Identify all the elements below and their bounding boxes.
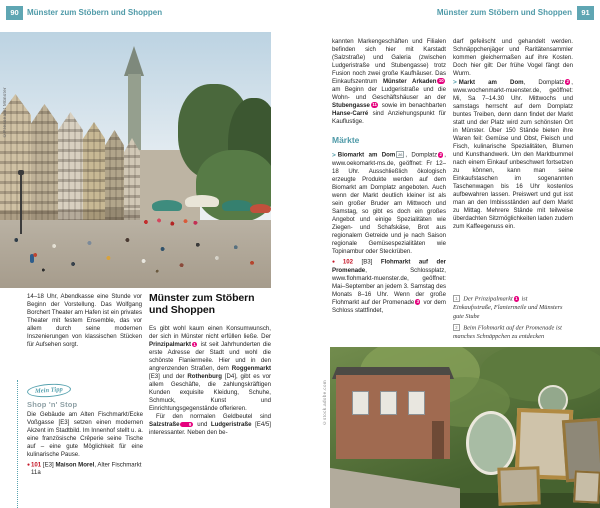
gabled-house (83, 122, 105, 226)
tip-body: Die Gebäude am Alten Fischmarkt/Ecke Voßgasse [E3] setzen einen modernen Akzent im Stadtbild. Im Innenhof stellt u. a. eine französische Crêperie seine Tische auf – eine gute Möglichkeit für eine kulinarische Pause. (27, 410, 143, 458)
house-window (380, 391, 397, 415)
right-column-1 (332, 38, 446, 343)
market-umbrella (185, 195, 219, 207)
gabled-house (105, 130, 124, 226)
prinzipalmarkt-photo (0, 32, 271, 288)
body-paragraph: Für den normalen Geldbeutel sind Salzstraße 9 und Ludgeristraße [E4/5] interessanter. Neben den be- (149, 413, 271, 437)
section-heading: Münster zum Stöbern und Shoppen (149, 292, 255, 317)
gabled-house (31, 104, 58, 226)
body-paragraph: darf gefeilscht und gehandelt werden. Schnäppchenjäger und Raritätensammler kommen gleichermaßen auf ihre Kosten. Doch hier gilt: Der frühe Vogel fängt den Wurm. (453, 38, 573, 77)
photo-credit-left: ©Presseamt Münster (2, 87, 7, 139)
market-umbrella (250, 204, 271, 213)
lamp-head (18, 170, 24, 175)
right-column-2 (453, 38, 573, 290)
tip-title: Shop 'n' Stop (27, 399, 78, 409)
left-column-1 (27, 293, 142, 349)
left-column-2 (149, 292, 271, 437)
street-crowd (0, 222, 271, 282)
photo-credit-right: ©stock.adobe.com (322, 380, 327, 426)
house-window (352, 391, 369, 415)
tip-box (27, 378, 143, 477)
market-entry: > Markt am Dom, Domplatz 2 , www.wochenmarkt-muenster.de, geöffnet: Mi, Sa 7–14.30 Uhr. Mittwochs und samstags herrscht auf dem Domplatz buntes Treiben, denn dann findet der Markt statt und der Platz wird zum schönsten Ort in Münster. Über 150 Stände bieten ihre Waren feil: Gemüse und Obst, Fleisch und Fisch, kulinarische Spezialitäten, Blumen und Kunsthandwerk. Um den Marktbummel nach einem Einkauf unbeschwert fortsetzen zu können, kann man seine Einkaufstaschen im sogenannten Taschenwagen bis 16 Uhr kostenlos aufbewahren lassen. Preiswert und gut isst man an den Imbissständen auf dem Markt zu Mittag. Mehrere Stände mit teilweise überdachten Sitzmöglichkeiten laden zudem zum Kaffeegenuss ein. (453, 79, 573, 230)
market-umbrella (222, 200, 252, 211)
body-paragraph: 14–18 Uhr, Abendkasse eine Stunde vor Beginn der Vorstellung. Das Wolfgang Borchert Theater am Hafen ist ein privates Theater mit festem Ensemble, das vor allem durch seine modernen Inszenierungen von klassischen Stücken für Aufsehen sorgt. (27, 293, 142, 348)
body-paragraph: kannten Markengeschäften und Filialen befinden sich hier mit Karstadt (Salzstraße) und Galeria (zwischen Ludgeristraße und Stubengasse) trotz Fusion noch zwei große Kaufhäuser. Das Einkaufszentrum Münster Arkaden 10 am Beginn der Ludgeristraße und die Wohn- und Geschäftshäuser an der Stubengasse 11 sowie im benachbarten Hanse-Carré sind Anziehungspunkt für Kauflustige. (332, 38, 446, 125)
tip-dotted-rule (17, 380, 18, 508)
page-number-left: 90 (6, 6, 23, 20)
running-head-left: Münster zum Stöbern und Shoppen (27, 8, 163, 17)
body-paragraph: Es gibt wohl kaum einen Konsumwunsch, der sich in Münster nicht erfüllen ließe. Der Prinzipalmarkt 1 ist seit Jahrhunderten die erste Adresse der Stadt und wohl die schönste Flaniermeile. Hier und in den angrenzenden Straßen, dem Roggenmarkt [E3] und der Rothenburg [D4], gibt es vor allem Geschäfte, die zahlungskräftigen Kunden exquisite Kleidung, Schuhe, Schmuck, Kunst und Einrichtungsgegenstände offerieren. (149, 325, 271, 413)
gabled-house (58, 112, 83, 226)
market-entry: > Biomarkt am Dom 26 , Domplatz 2 , www.oekomarkt-ms.de, geöffnet: Fr 12–18 Uhr. Ausschließlich ökologisch erzeugte Produkte werden auf dem Biomarkt am Domplatz angeboten. Auch wenn der Markt deutlich kleiner ist als sein großer Bruder am Mittwoch und Samstag, so gibt es doch ein großes Angebot und einige Spezialitäten wie Ziegen- und Schafskäse, Brot aus regionalem Getreide und je nach Saison regionale Gemüsespezialitäten wie Topinambur oder Steckrüben. (332, 151, 446, 255)
page-number-right: 91 (577, 6, 594, 20)
house-door (432, 421, 444, 459)
gabled-house (124, 138, 140, 226)
markets-heading: Märkte (332, 135, 360, 145)
flea-market-photo (330, 347, 600, 508)
market-umbrella (152, 200, 182, 211)
tip-poi: ●101 [E3] Maison Morel, Alter Fischmarkt 11a (27, 461, 142, 476)
picture-frame (497, 466, 540, 505)
photo-caption: 1 Der Prinzipalmarkt 1 ist Einkaufsstraße, Flaniermeile und Münsters gute Stube (453, 295, 563, 320)
tip-stamp: Mein Tipp (27, 382, 72, 398)
photo-caption: 2 Beim Flohmarkt auf der Promenade ist manches Schnäppchen zu entdecken (453, 324, 562, 341)
market-entry: ●102 [B3] Flohmarkt auf der Promenade, Schlossplatz, www.flohmarkt-muenster.de, geöffnet: Mai–September an jedem 3. Samstag des Monats 8–16 Uhr. Wenn der große Flohmarkt auf der Promenade 3 vor dem Schloss stattfindet, (332, 258, 446, 314)
oval-mirror (466, 411, 516, 475)
running-head-right: Münster zum Stöbern und Shoppen (436, 8, 572, 17)
picture-frame (573, 470, 600, 503)
house-window (408, 391, 425, 415)
